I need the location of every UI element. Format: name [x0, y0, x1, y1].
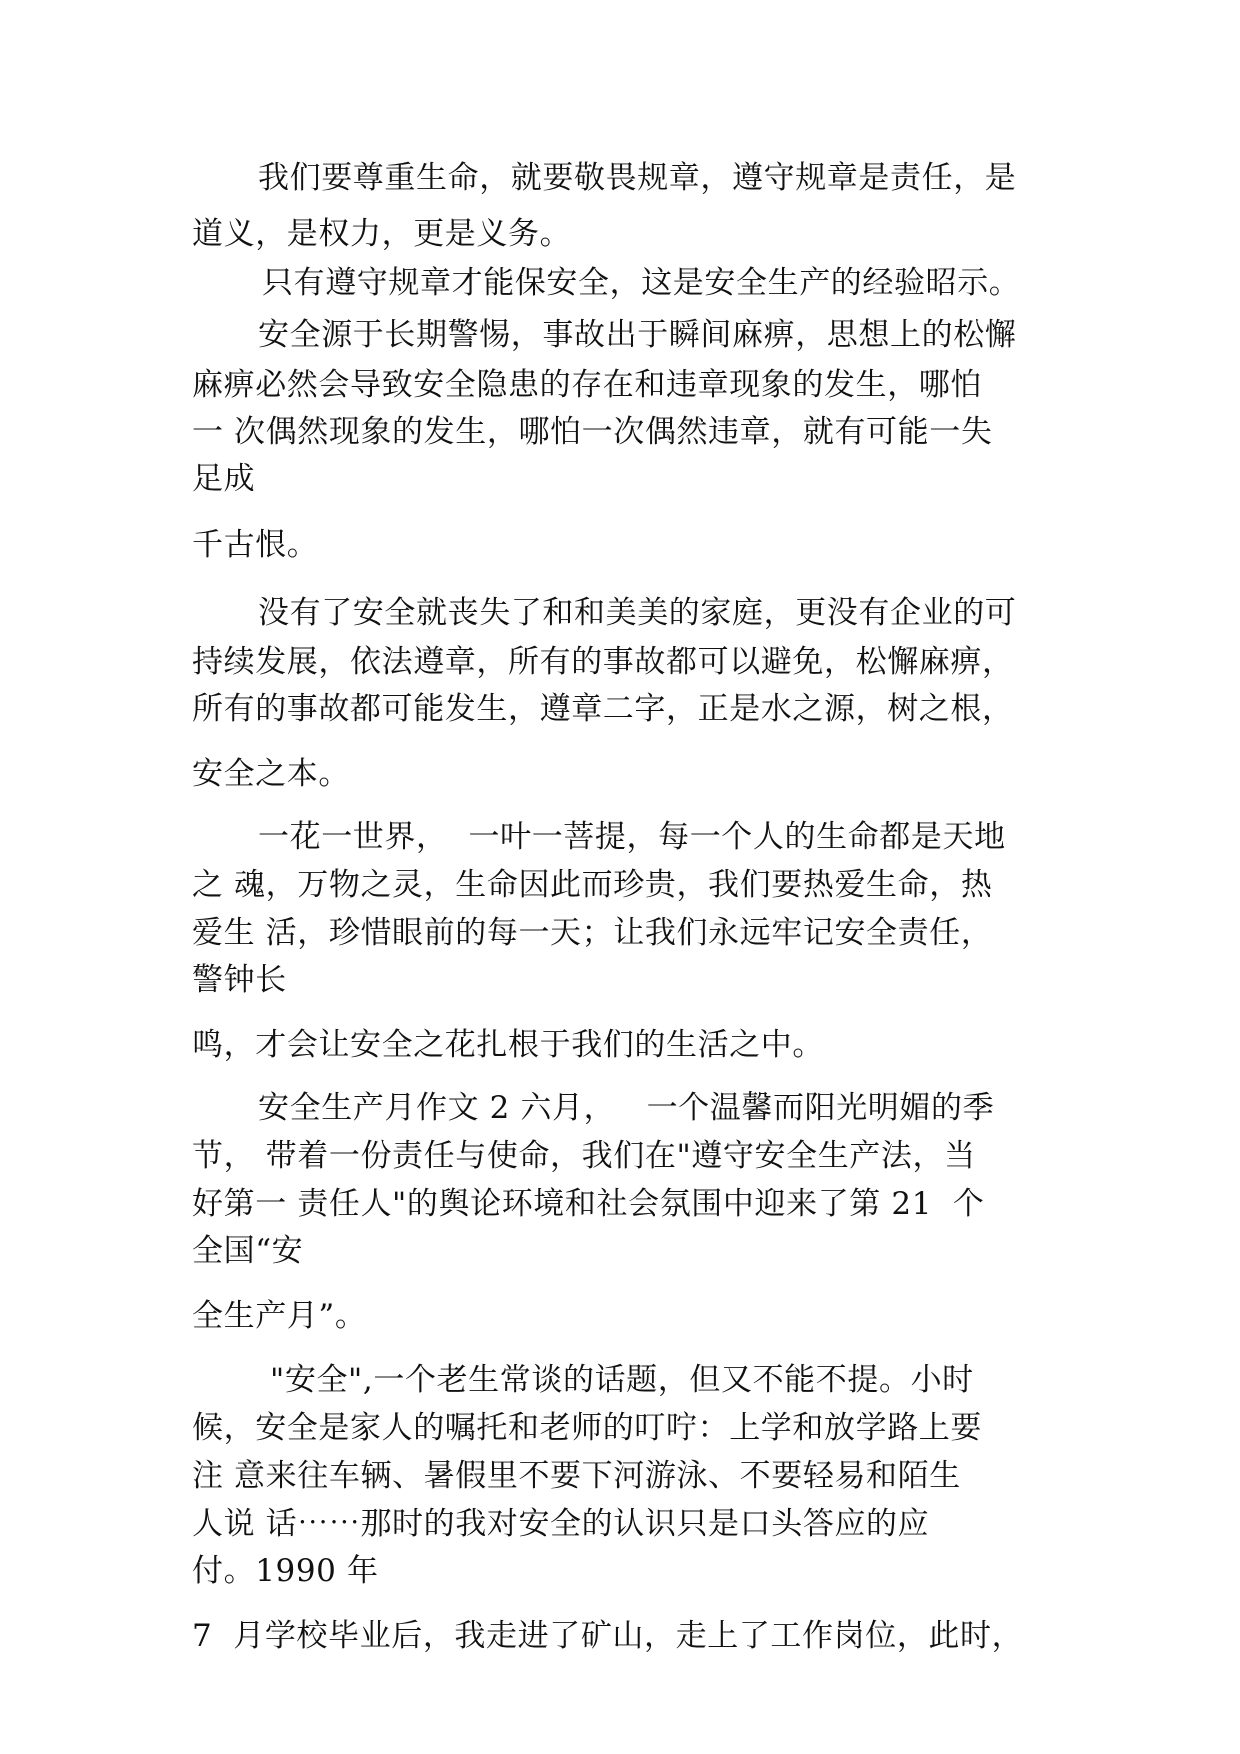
text-line: 7 月学校毕业后，我走进了矿山，走上了工作岗位，此时， [192, 1618, 1024, 1654]
text-line: "安全",一个老生常谈的话题，但又不能不提。小时 [270, 1362, 974, 1398]
text-line: 没有了安全就丧失了和和美美的家庭，更没有企业的可 [258, 595, 1017, 631]
text-line: 人说 话⋯⋯那时的我对安全的认识只是口头答应的应 [192, 1506, 930, 1542]
text-line: 之 魂，万物之灵，生命因此而珍贵，我们要热爱生命，热 [192, 867, 993, 903]
text-line: 一 次偶然现象的发生，哪怕一次偶然违章，就有可能一失 [192, 414, 993, 450]
text-line: 安全之本。 [192, 756, 350, 792]
text-line: 只有遵守规章才能保安全，这是安全生产的经验昭示。 [262, 265, 1021, 301]
text-line: 好第一 责任人"的舆论环境和社会氛围中迎来了第 21 个 [192, 1186, 985, 1222]
text-line: 鸣，才会让安全之花扎根于我们的生活之中。 [192, 1027, 824, 1063]
text-line: 全国“安 [192, 1233, 304, 1269]
text-line: 千古恨。 [192, 527, 319, 563]
text-line: 注 意来往车辆、暑假里不要下河游泳、不要轻易和陌生 [192, 1458, 961, 1494]
text-line: 我们要尊重生命，就要敬畏规章，遵守规章是责任，是 [258, 160, 1017, 196]
text-line: 爱生 活，珍惜眼前的每一天；让我们永远牢记安全责任， [192, 915, 993, 951]
text-line: 安全生产月作文 2 六月， 一个温馨而阳光明媚的季 [258, 1090, 995, 1126]
text-line: 道义，是权力，更是义务。 [192, 216, 572, 252]
text-line: 一花一世界， 一叶一菩提，每一个人的生命都是天地 [258, 819, 1006, 855]
text-line: 付。1990 年 [192, 1553, 379, 1589]
text-line: 持续发展，依法遵章，所有的事故都可以避免，松懈麻痹， [192, 644, 1014, 680]
text-line: 安全源于长期警惕，事故出于瞬间麻痹，思想上的松懈 [258, 317, 1017, 353]
text-line: 候，安全是家人的嘱托和老师的叮咛：上学和放学路上要 [192, 1410, 982, 1446]
text-line: 全生产月”。 [192, 1298, 367, 1334]
text-line: 麻痹必然会导致安全隐患的存在和违章现象的发生，哪怕 [192, 367, 982, 403]
text-line: 所有的事故都可能发生，遵章二字，正是水之源，树之根， [192, 691, 1014, 727]
text-line: 警钟长 [192, 962, 287, 998]
text-line: 节， 带着一份责任与使命，我们在"遵守安全生产法，当 [192, 1138, 976, 1174]
text-line: 足成 [192, 461, 256, 497]
